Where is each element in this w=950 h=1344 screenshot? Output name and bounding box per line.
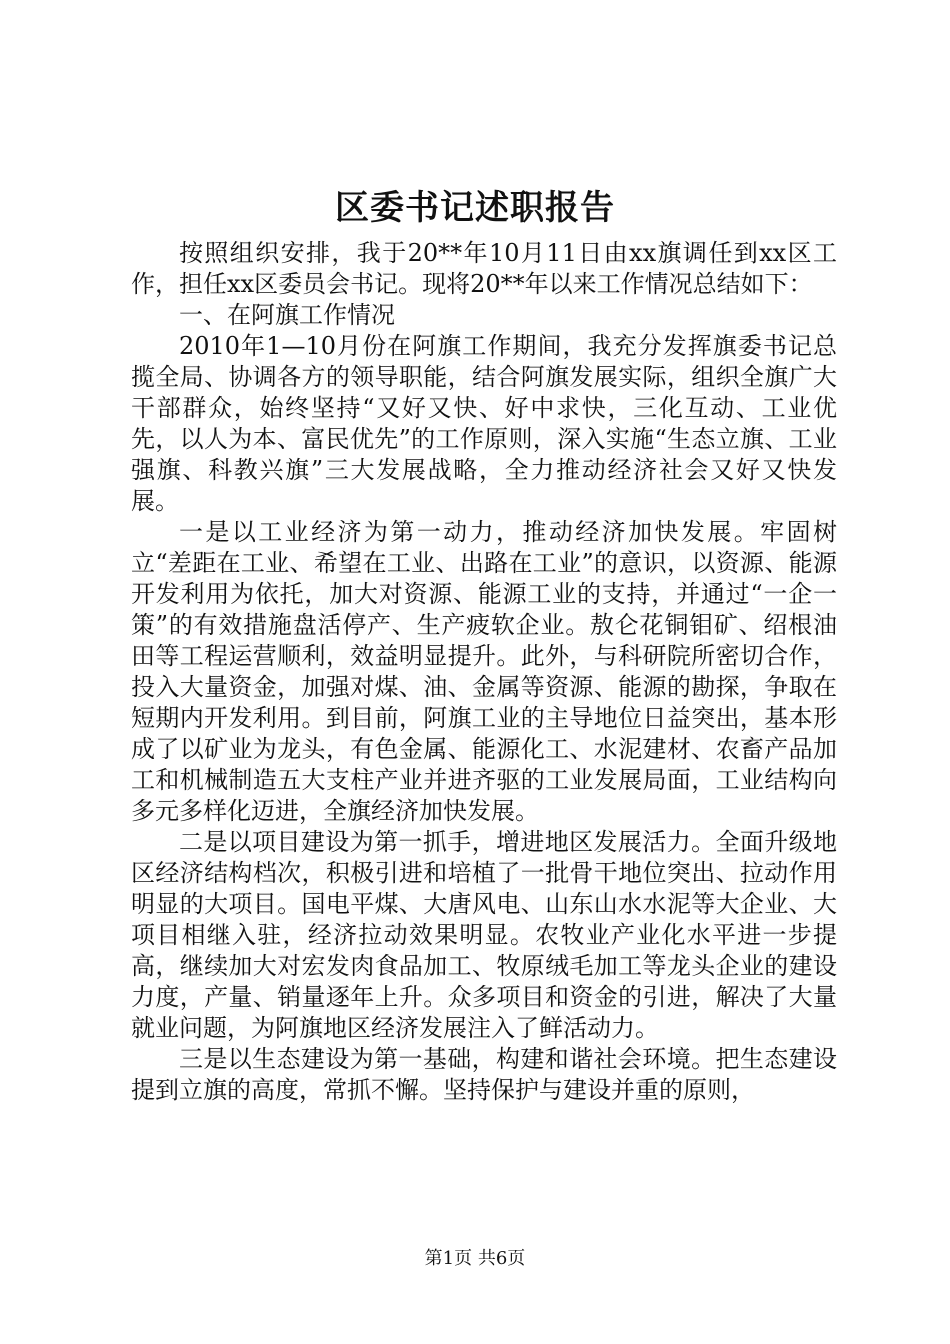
page-number: 第1页 共6页 [424, 1248, 526, 1269]
paragraph-projects: 二是以项目建设为第一抓手，增进地区发展活力。全面升级地区经济结构档次，积极引进和培植了一批骨干地位突出、拉动作用明显的大项目。国电平煤、大唐风电、山东山水水泥等大企业、大项目相继入驻，经济拉动效果明显。农牧业产业化水平进一步提高，继续加大对宏发肉食品加工、牧原绒毛加工等龙头企业的建设力度，产量、销量逐年上升。众多项目和资金的引进，解决了大量就业问题，为阿旗地区经济发展注入了鲜活动力。 [131, 828, 837, 1042]
document-title: 区委书记述职报告 [335, 188, 615, 228]
section-heading: 一、在阿旗工作情况 [179, 301, 395, 329]
paragraph-industry: 一是以工业经济为第一动力，推动经济加快发展。牢固树立“差距在工业、希望在工业、出路在工业”的意识，以资源、能源开发利用为依托，加大对资源、能源工业的支持，并通过“一企一策”的有效措施盘活停产、生产疲软企业。敖仑花铜钼矿、绍根油田等工程运营顺利，效益明显提升。此外，与科研院所密切合作，投入大量资金，加强对煤、油、金属等资源、能源的勘探，争取在短期内开发利用。到目前，阿旗工业的主导地位日益突出，基本形成了以矿业为龙头，有色金属、能源化工、水泥建材、农畜产品加工和机械制造五大支柱产业并进齐驱的工业发展局面，工业结构向多元多样化迈进，全旗经济加快发展。 [131, 518, 837, 825]
document-body [131, 238, 837, 1106]
paragraph-ecology: 三是以生态建设为第一基础，构建和谐社会环境。把生态建设提到立旗的高度，常抓不懈。坚持保护与建设并重的原则， [131, 1045, 837, 1104]
paragraph-overview: 2010年1—10月份在阿旗工作期间，我充分发挥旗委书记总揽全局、协调各方的领导职能，结合阿旗发展实际，组织全旗广大干部群众，始终坚持“又好又快、好中求快，三化互动、工业优先，以人为本、富民优先”的工作原则，深入实施“生态立旗、工业强旗、科教兴旗”三大发展战略，全力推动经济社会又好又快发展。 [131, 332, 837, 515]
paragraph-intro: 按照组织安排，我于20**年10月11日由xx旗调任到xx区工作，担任xx区委员会书记。现将20**年以来工作情况总结如下： [131, 239, 837, 298]
